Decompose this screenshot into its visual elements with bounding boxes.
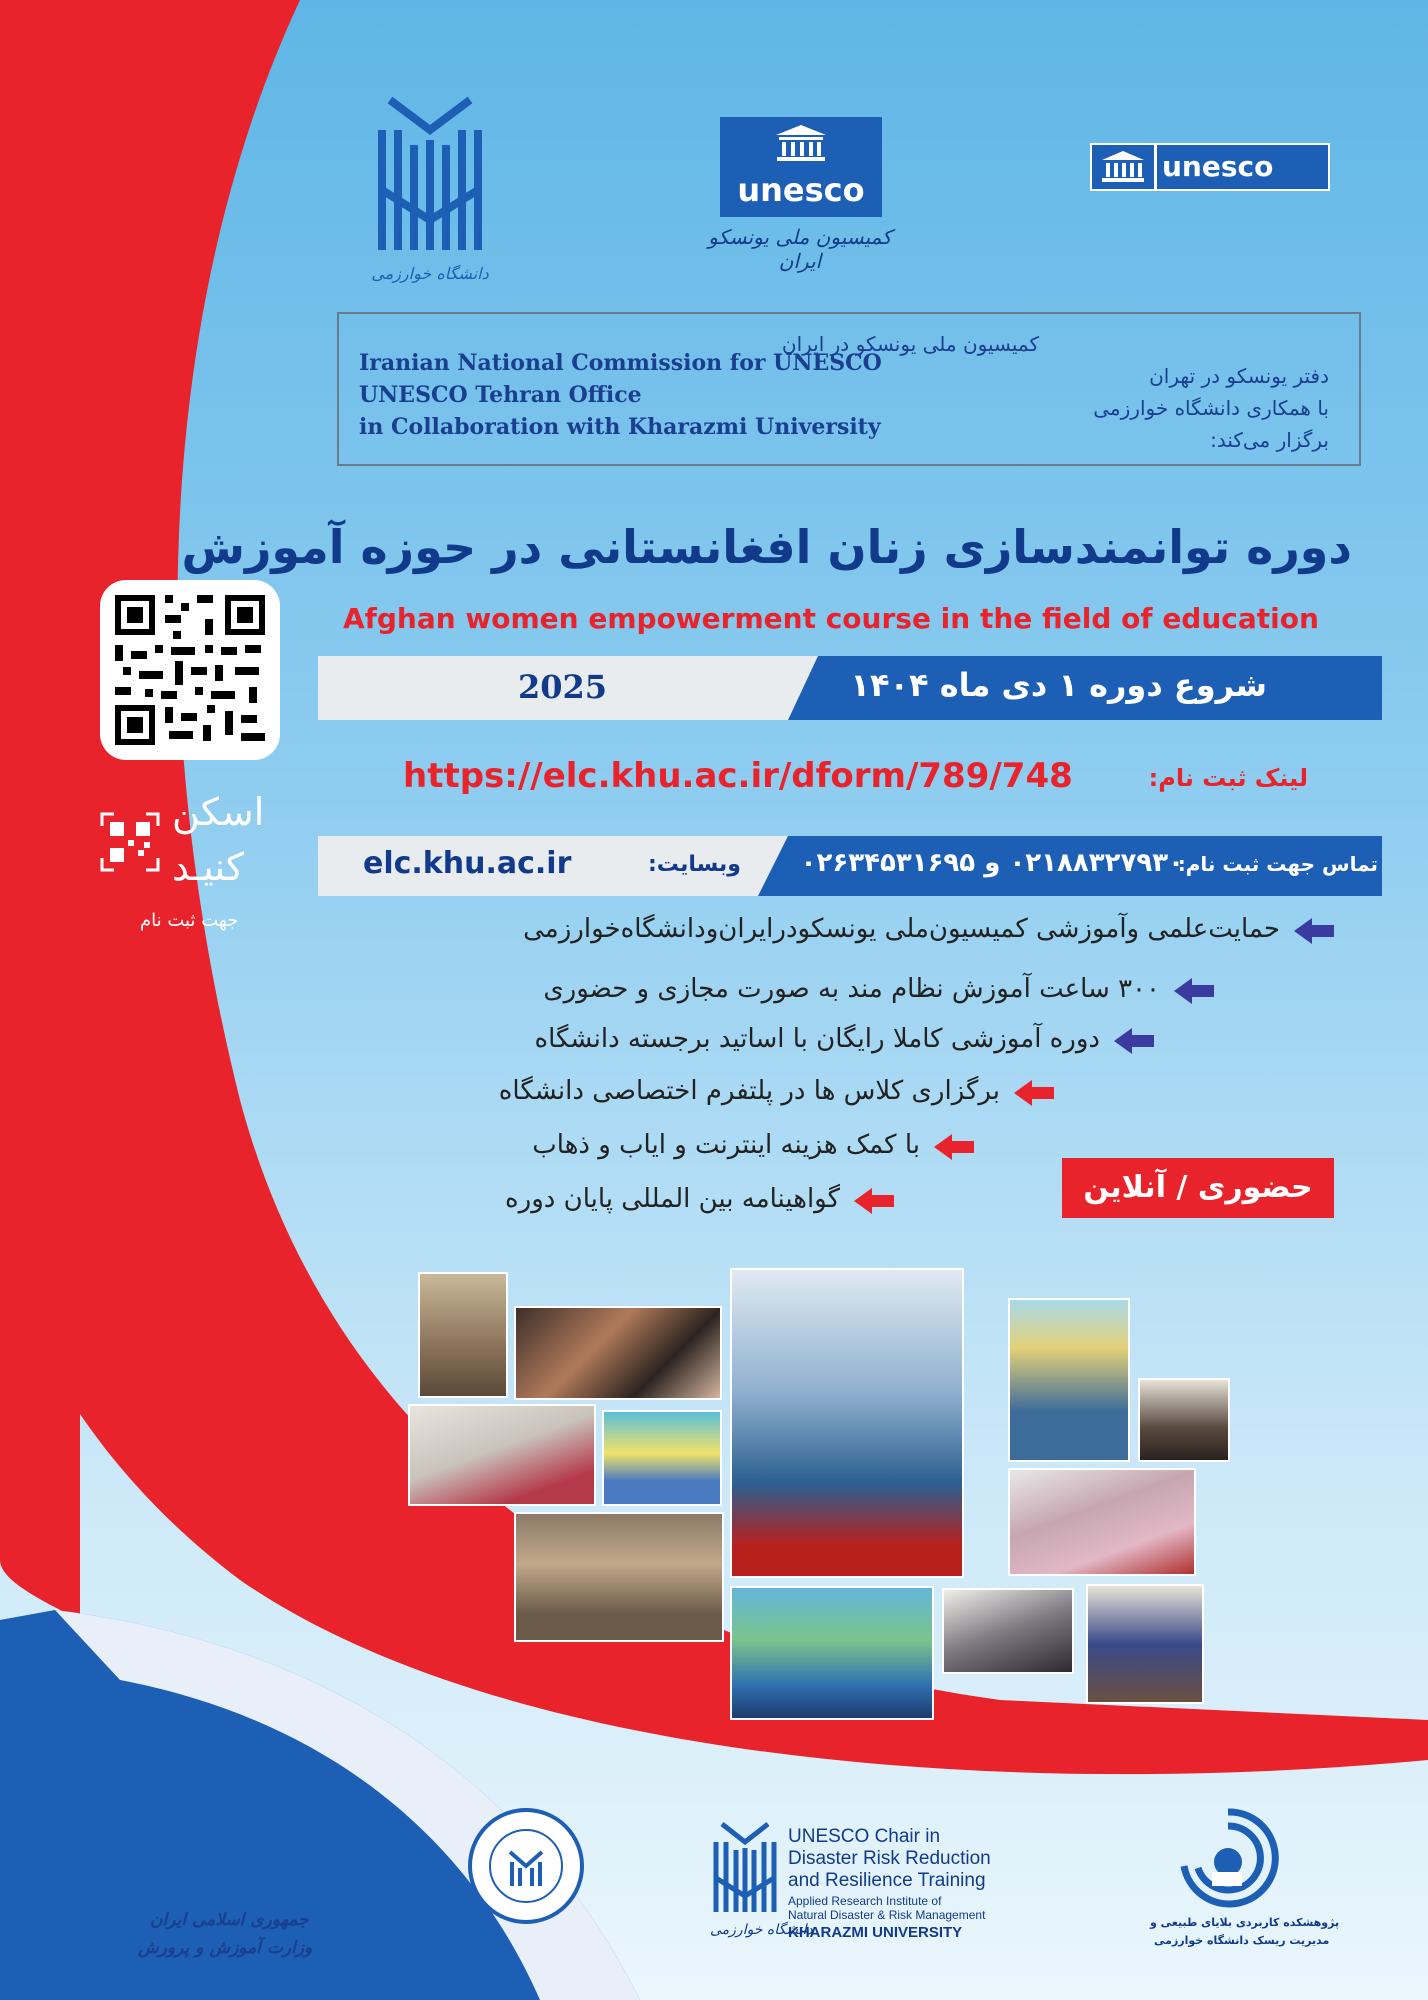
iran-line2: وزارت آموزش و پرورش xyxy=(138,1938,313,1958)
chair-line2: Disaster Risk Reduction xyxy=(788,1848,991,1869)
unesco-temple-icon xyxy=(771,123,831,163)
photo-outdoor-class xyxy=(514,1512,724,1642)
photo-handshake xyxy=(730,1268,964,1578)
bullet-2: ۳۰۰ ساعت آموزش نظام مند به صورت مجازی و حضوری xyxy=(543,974,1160,1004)
photo-mural-1 xyxy=(602,1410,722,1506)
photo-teacher xyxy=(942,1588,1074,1674)
unesco-center-caption: کمیسیون ملی یونسکو ایران xyxy=(708,225,892,273)
organizer-fa-4: برگزار می‌کند: xyxy=(1210,428,1329,452)
unesco-temple-small-icon xyxy=(1098,148,1148,188)
scan-caption: جهت ثبت نام xyxy=(140,910,239,931)
iran-line1: جمهوری اسلامی ایران xyxy=(150,1910,309,1930)
scan-line1: اسکن xyxy=(172,790,265,834)
organizer-en-2: UNESCO Tehran Office xyxy=(359,382,642,408)
bullet-4: برگزاری کلاس ها در پلتفرم اختصاصی دانشگاه xyxy=(498,1076,1000,1106)
start-banner xyxy=(318,656,1382,720)
institute-line1: پژوهشکده کاربردی بلایای طبیعی و xyxy=(1150,1916,1340,1929)
seal-emblem-icon xyxy=(472,1812,580,1920)
title-fa: دوره توانمندسازی زنان افغانستانی در حوزه آموزش xyxy=(181,520,1352,574)
unesco-chair-logo xyxy=(710,1818,813,1958)
bullet-3: دوره آموزشی کاملا رایگان با اساتید برجسته دانشگاه xyxy=(534,1024,1100,1054)
photo-mural-2 xyxy=(730,1586,934,1720)
arrow-left-icon xyxy=(1112,1026,1156,1056)
organizers-box xyxy=(337,312,1361,466)
start-date: شروع دوره ۱ دی ماه ۱۴۰۴ xyxy=(850,666,1267,704)
photo-classroom-1 xyxy=(418,1272,508,1398)
arrow-left-icon xyxy=(852,1186,896,1216)
organizer-en-1: Iranian National Commission for UNESCO xyxy=(359,350,882,376)
chair-line1: UNESCO Chair in xyxy=(788,1826,941,1847)
chair-fa: دانشگاه خوارزمی xyxy=(710,1922,813,1938)
iran-emblem-logo xyxy=(172,1802,272,1902)
photo-classroom-5 xyxy=(1086,1584,1204,1704)
scan-mini-qr-icon xyxy=(100,812,160,872)
arrow-left-icon xyxy=(1172,976,1216,1006)
organizer-fa-3: با همکاری دانشگاه خوارزمی xyxy=(1093,396,1329,420)
unesco-national-logo xyxy=(720,117,882,217)
scan-line2: کنیـد xyxy=(172,845,245,889)
institute-swirl-icon xyxy=(1172,1802,1284,1914)
organizer-en-3: in Collaboration with Kharazmi University xyxy=(359,414,881,440)
qr-code-icon xyxy=(115,595,265,745)
institute-line2: مدیریت ریسک دانشگاه خوارزمی xyxy=(1154,1934,1330,1947)
research-institute-logo xyxy=(1172,1802,1284,1914)
chair-line4: Applied Research Institute of xyxy=(788,1894,942,1908)
bullet-6: گواهینامه بین المللی پایان دوره xyxy=(505,1184,840,1214)
contact-label: تماس جهت ثبت نام: xyxy=(1177,852,1378,876)
photo-students-crowd xyxy=(514,1306,722,1400)
iran-emblem-icon xyxy=(172,1802,272,1902)
contact-banner xyxy=(318,836,1382,896)
website-value[interactable]: elc.khu.ac.ir xyxy=(363,846,572,881)
contact-phones: ۰۲۱۸۸۳۲۷۹۳۰ و ۰۲۶۳۴۵۳۱۶۹۵ xyxy=(800,848,1184,878)
unesco-right-word: unesco xyxy=(1162,150,1274,183)
kharazmi-logo xyxy=(370,90,490,290)
kharazmi-caption: دانشگاه خوارزمی xyxy=(371,264,489,283)
chair-line5: Natural Disaster & Risk Management xyxy=(788,1908,986,1922)
bullet-1: حمایت‌علمی وآموزشی کمیسیون‌ملی یونسکودرایران‌ودانشگاه‌خوارزمی xyxy=(523,914,1280,944)
organizer-fa-1: کمیسیون ملی یونسکو در ایران xyxy=(781,332,1039,356)
photo-classroom-4 xyxy=(1008,1468,1196,1576)
unesco-center-word: unesco xyxy=(737,171,865,209)
arrow-left-icon xyxy=(1292,916,1336,946)
bullet-5: با کمک هزینه اینترنت و ایاب و ذهاب xyxy=(532,1130,920,1160)
kharazmi-chair-icon xyxy=(710,1818,780,1918)
arrow-left-icon xyxy=(1012,1078,1056,1108)
kharazmi-emblem-icon xyxy=(370,90,490,260)
qr-code[interactable] xyxy=(100,580,280,760)
unesco-right-logo xyxy=(1090,143,1330,191)
photo-classroom-2 xyxy=(408,1404,596,1506)
organizer-fa-2: دفتر یونسکو در تهران xyxy=(1149,364,1329,388)
chair-line6: KHARAZMI UNIVERSITY xyxy=(788,1924,963,1941)
website-label: وبسایت: xyxy=(648,852,741,877)
start-year: 2025 xyxy=(518,668,608,706)
open-learning-seal xyxy=(468,1808,584,1924)
title-en: Afghan women empowerment course in the field of education xyxy=(343,602,1319,635)
photo-classroom-3 xyxy=(1008,1298,1130,1462)
registration-url[interactable]: https://elc.khu.ac.ir/dform/789/748 xyxy=(403,756,1073,796)
photo-computer-lab xyxy=(1138,1378,1230,1462)
arrow-left-icon xyxy=(932,1132,976,1162)
chair-line3: and Resilience Training xyxy=(788,1870,986,1891)
registration-label: لینک ثبت نام: xyxy=(1148,764,1308,792)
mode-badge: حضوری / آنلاین xyxy=(1062,1158,1334,1218)
